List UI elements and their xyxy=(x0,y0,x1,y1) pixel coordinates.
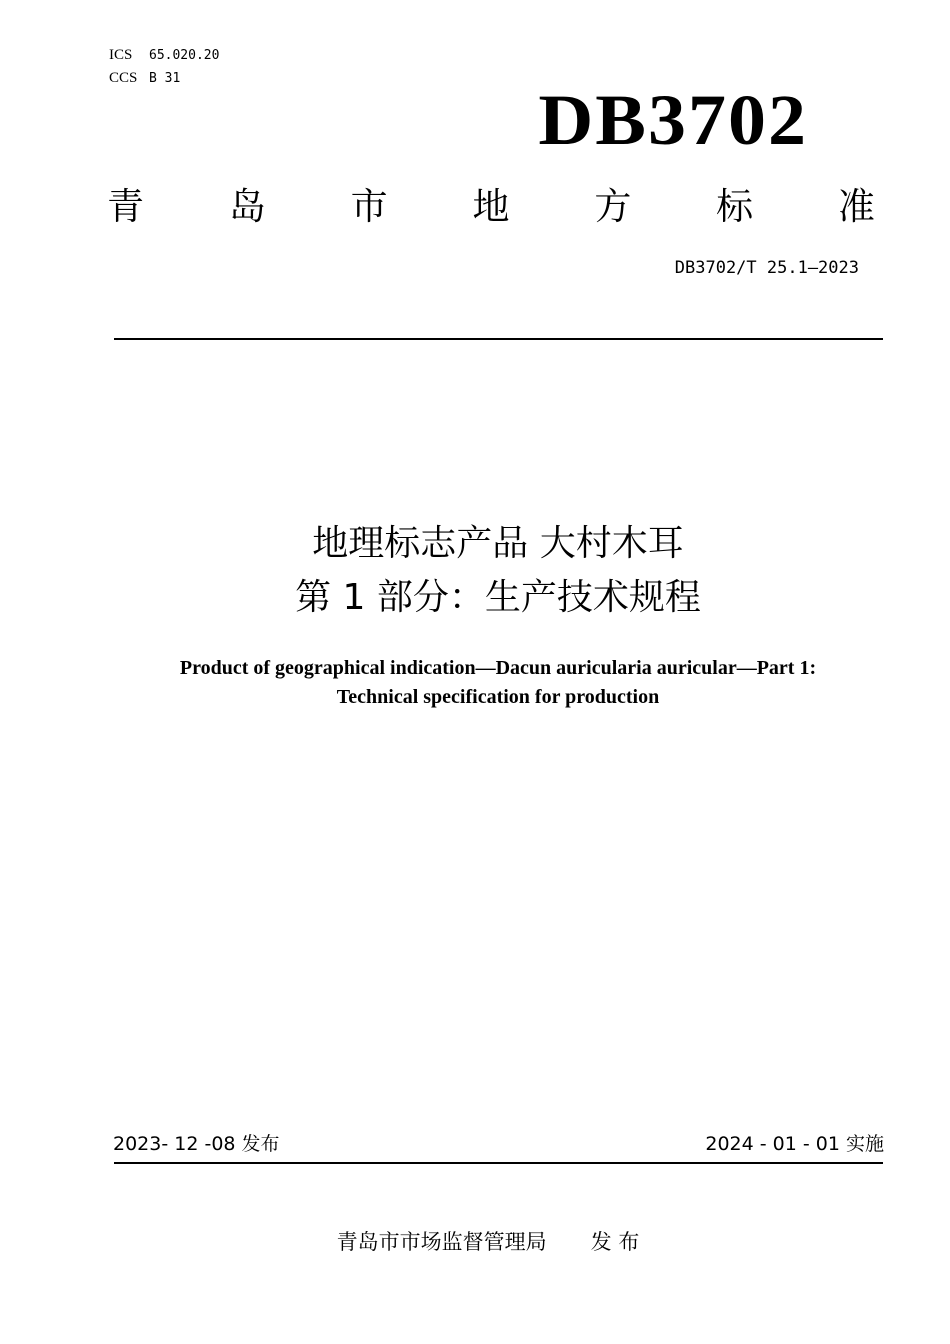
heading-char: 方 xyxy=(594,185,632,228)
title-zh-line2: 第 1 部分：生产技术规程 xyxy=(295,577,701,618)
issue-word: 发 布 xyxy=(590,1230,640,1254)
title-en-line1: Product of geographical indication—Dacun auricularia auricular—Part 1: xyxy=(179,657,817,679)
ccs-label: CCS xyxy=(109,70,138,86)
ccs-value: B 31 xyxy=(149,71,181,86)
classification-block xyxy=(109,44,219,90)
title-en-line2: Technical specification for production xyxy=(336,686,660,708)
release-date: 2023- 12 -08 发布 xyxy=(113,1133,280,1155)
footer-divider xyxy=(114,1162,883,1164)
heading-char: 准 xyxy=(837,185,875,228)
heading-char: 青 xyxy=(107,185,144,228)
heading-char: 标 xyxy=(716,185,754,228)
standard-category-heading xyxy=(107,182,875,232)
standard-code-logo: DB3702 xyxy=(538,80,808,160)
heading-char: 市 xyxy=(350,185,388,228)
ics-label: ICS xyxy=(109,47,133,63)
ccs-row xyxy=(109,67,219,90)
issuer-name: 青岛市市场监督管理局 xyxy=(336,1230,547,1254)
header-divider xyxy=(114,338,883,340)
ics-value: 65.020.20 xyxy=(149,48,220,63)
implementation-date: 2024 - 01 - 01 实施 xyxy=(705,1133,884,1155)
ics-row xyxy=(109,44,219,67)
title-zh-line1: 地理标志产品 大村木耳 xyxy=(312,523,684,564)
heading-char: 岛 xyxy=(228,185,266,228)
issuer-line xyxy=(0,1227,950,1257)
heading-char: 地 xyxy=(472,185,510,228)
standard-number: DB3702/T 25.1—2023 xyxy=(674,258,859,278)
